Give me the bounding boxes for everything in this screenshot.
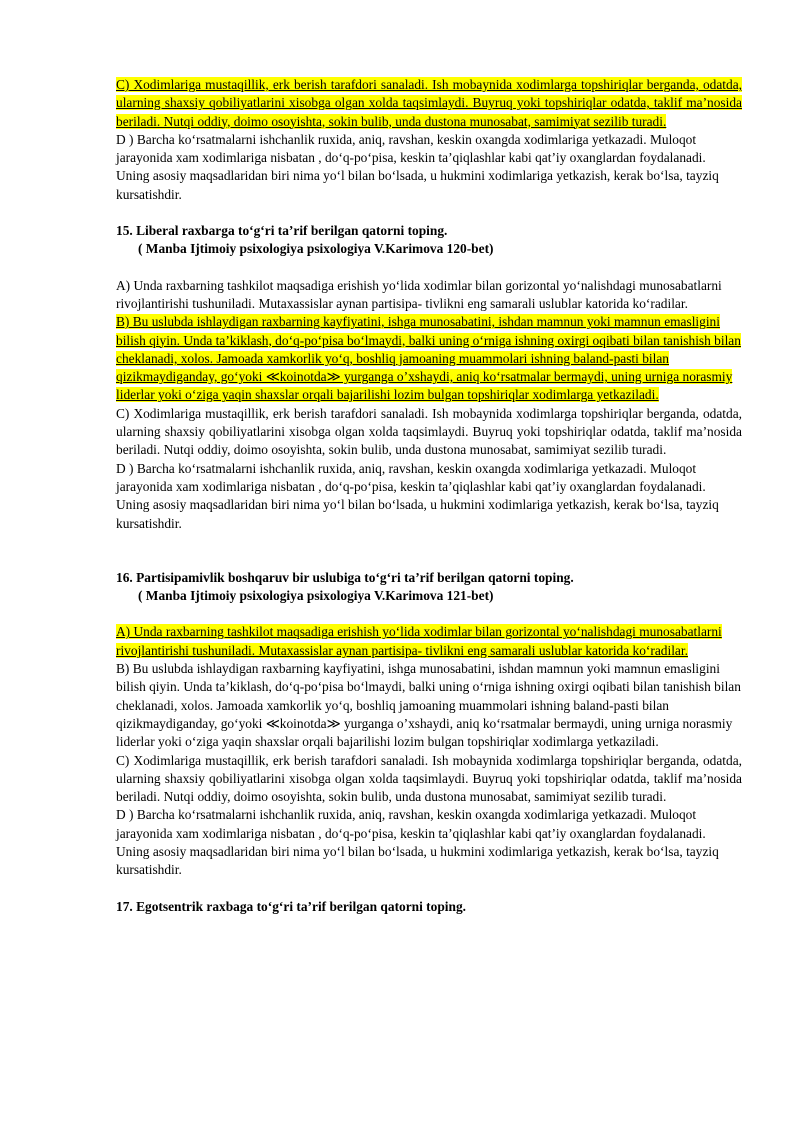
correct-answer-highlight: A) Unda raxbarning tashkilot maqsadiga erishish yo‘lida xodimlar bilan gorizontal yo‘nalishdagi munosabatlarni rivojlantirishi tushuniladi. Mutaxassislar aynan partisipa- tivlikni eng samarali uslublar katorida ko‘radilar. — [116, 624, 722, 658]
q15-option-c: C) Xodimlariga mustaqillik, erk berish tarafdori sanaladi. Ish mobaynida xodimlarga topshiriqlar berganda, odatda, ularning shaxsiy qobiliyatlarini xisobga olgan xolda taqsimlaydi. Buyruq yoki topshiriqlar odatda, taklif ma’nosida beriladi. Nutqi oddiy, doimo osoyishta, sokin bulib, unda dustona munosabat, samimiyat sezilib turadi. — [116, 405, 742, 458]
question-15-source: ( Manba Ijtimoiy psixologiya psixologiya V.Karimova 120-bet) — [138, 241, 494, 257]
top-option-d: D ) Barcha ko‘rsatmalarni ishchanlik ruxida, aniq, ravshan, keskin oxangda xodimlariga yetkazadi. Muloqot jarayonida xam xodimlariga nisbatan , do‘q-po‘pisa, keskin ta’qiqlashlar kabi qat’iy oxanglardan foydalanadi. Uning asosiy maqsadlaridan biri nima yo‘l bilan bo‘lsada, u hukmini xodimlariga yetkazish, kerak bo‘lsa, tayziq kursatishdir. — [116, 131, 719, 202]
question-16-title: 16. Partisipamivlik boshqaruv bir uslubiga to‘g‘ri ta’rif berilgan qatorni toping. — [116, 569, 574, 585]
document-page — [116, 0, 742, 916]
q15-option-a: A) Unda raxbarning tashkilot maqsadiga erishish yo‘lida xodimlar bilan gorizontal yo‘nalishdagi munosabatlarni rivojlantirishi tushuniladi. Mutaxassislar aynan partisipa- tivlikni eng samarali uslublar katorida ko‘radilar. — [116, 277, 722, 311]
question-17-title: 17. Egotsentrik raxbaga to‘g‘ri ta’rif berilgan qatorni toping. — [116, 898, 466, 914]
correct-answer-highlight: B) Bu uslubda ishlaydigan raxbarning kayfiyatini, ishga munosabatini, ishdan mamnun yoki mamnun emasligini bilish qiyin. Unda ta’kiklash, do‘q-po‘pisa bo‘lmaydi, balki uning o‘rniga ishning oxirgi oqibati bilan tanishish bilan cheklanadi, xolos. Jamoada xamkorlik yo‘q, boshliq jamoaning muammolari ishning baland-pasti bilan qizikmaydiganday, go‘yoki ≪koinotda≫ yurganga o’xshaydi, aniq ko‘rsatmalar bermaydi, uning urniga norasmiy liderlar yoki o‘ziga yaqin shaxslar orqali bajarilishi lozim bulgan topshiriqlar xodimlarga yetkaziladi. — [116, 314, 741, 403]
q16-option-b: B) Bu uslubda ishlaydigan raxbarning kayfiyatini, ishga munosabatini, ishdan mamnun yoki mamnun emasligini bilish qiyin. Unda ta’kiklash, do‘q-po‘pisa bo‘lmaydi, balki uning o‘rniga ishning oxirgi oqibati bilan tanishish bilan cheklanadi, xolos. Jamoada xamkorlik yo‘q, boshliq jamoaning muammolari ishning baland-pasti bilan qizikmaydiganday, go‘yoki ≪koinotda≫ yurganga o’xshaydi, aniq ko‘rsatmalar bermaydi, uning urniga norasmiy liderlar yoki o‘ziga yaqin shaxslar orqali bajarilishi lozim bulgan topshiriqlar xodimlarga yetkaziladi. — [116, 661, 741, 750]
correct-answer-highlight: C) Xodimlariga mustaqillik, erk berish tarafdori sanaladi. Ish mobaynida xodimlarga topshiriqlar berganda, odatda, ularning shaxsiy qobiliyatlarini xisobga olgan xolda taqsimlaydi. Buyruq yoki topshiriqlar odatda, taklif ma’nosida beriladi. Nutqi oddiy, doimo osoyishta, sokin bulib, unda dustona munosabat, samimiyat sezilib turadi. — [116, 77, 742, 129]
question-15-title: 15. Liberal raxbarga to‘g‘ri ta’rif berilgan qatorni toping. — [116, 223, 448, 239]
question-16-source: ( Manba Ijtimoiy psixologiya psixologiya V.Karimova 121-bet) — [138, 588, 494, 604]
q16-option-d: D ) Barcha ko‘rsatmalarni ishchanlik ruxida, aniq, ravshan, keskin oxangda xodimlariga yetkazadi. Muloqot jarayonida xam xodimlariga nisbatan , do‘q-po‘pisa, keskin ta’qiqlashlar kabi qat’iy oxanglardan foydalanadi. Uning asosiy maqsadlaridan biri nima yo‘l bilan bo‘lsada, u hukmini xodimlariga yetkazish, kerak bo‘lsa, tayziq kursatishdir. — [116, 807, 719, 878]
q16-option-c: C) Xodimlariga mustaqillik, erk berish tarafdori sanaladi. Ish mobaynida xodimlarga topshiriqlar berganda, odatda, ularning shaxsiy qobiliyatlarini xisobga olgan xolda taqsimlaydi. Buyruq yoki topshiriqlar odatda, taklif ma’nosida beriladi. Nutqi oddiy, doimo osoyishta, sokin bulib, unda dustona munosabat, samimiyat sezilib turadi. — [116, 752, 742, 805]
q15-option-d: D ) Barcha ko‘rsatmalarni ishchanlik ruxida, aniq, ravshan, keskin oxangda xodimlariga yetkazadi. Muloqot jarayonida xam xodimlariga nisbatan , do‘q-po‘pisa, keskin ta’qiqlashlar kabi qat’iy oxanglardan foydalanadi. Uning asosiy maqsadlaridan biri nima yo‘l bilan bo‘lsada, u hukmini xodimlariga yetkazish, kerak bo‘lsa, tayziq kursatishdir. — [116, 460, 719, 531]
q15-option-b — [116, 313, 742, 404]
top-option-c — [116, 76, 742, 131]
q16-option-a — [116, 623, 742, 660]
